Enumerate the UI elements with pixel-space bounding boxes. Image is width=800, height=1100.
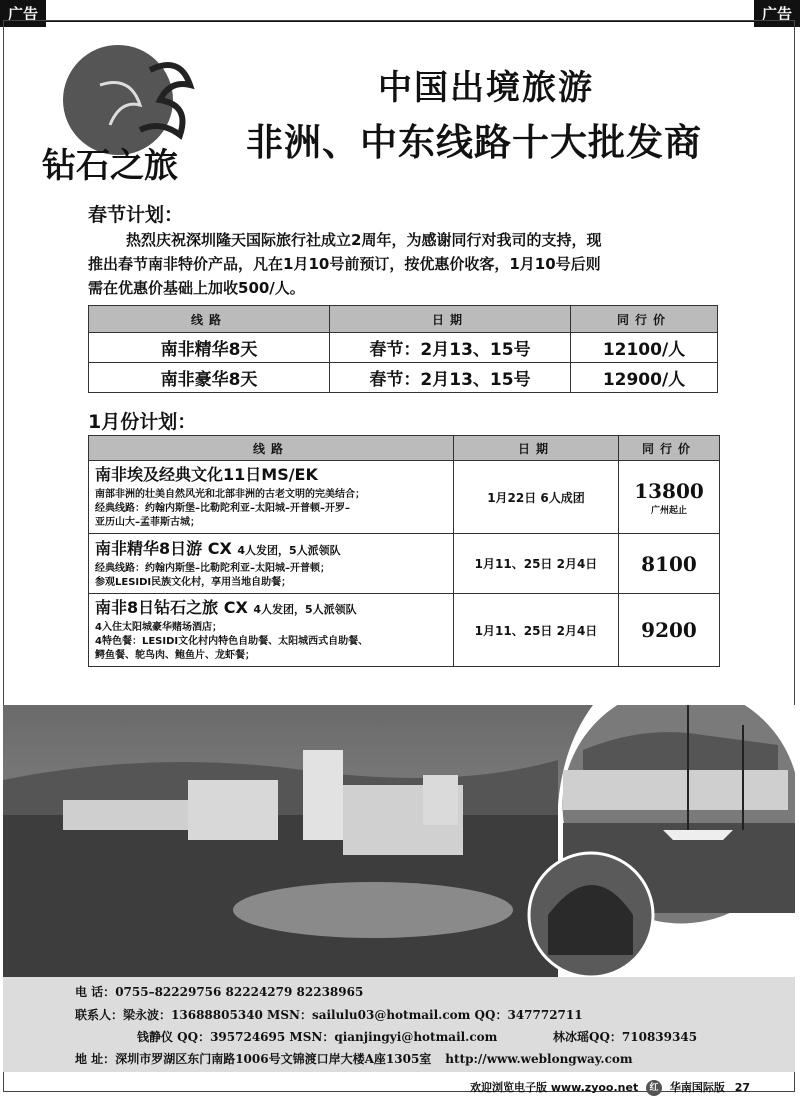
- january-title: 1月份计划：: [88, 411, 197, 433]
- spring-paragraph: [88, 228, 748, 300]
- contact-person-3: 林冰瑶QQ：710839345: [553, 1030, 698, 1044]
- spring-text-3: 需在优惠价基础上加收500/人。: [88, 279, 305, 297]
- route-sub: 4人发团，5人派领队: [237, 543, 341, 557]
- price-cell: 12900/人: [571, 363, 718, 393]
- spring-text-1: 热烈庆祝深圳隆天国际旅行社成立2周年，为感谢同行对我司的支持，现: [126, 231, 602, 249]
- route-cell: [89, 534, 454, 594]
- route-cell: 南非豪华8天: [89, 363, 330, 393]
- route-desc: 参观LESIDI民族文化村，享用当地自助餐；: [95, 576, 292, 588]
- price-cell: 12100/人: [571, 333, 718, 363]
- price-value: 8100: [641, 551, 697, 576]
- table-row: [89, 594, 720, 667]
- table-row: [89, 534, 720, 594]
- date-cell: 春节：2月13、15号: [330, 333, 571, 363]
- col-date: 日期: [330, 306, 571, 333]
- route-desc: 4入住太阳城豪华赌场酒店；: [95, 622, 222, 633]
- publisher-logo-icon: 红: [646, 1080, 662, 1096]
- route-title: 南非8日钻石之旅 CX: [95, 598, 248, 617]
- headline-line2: 非洲、中东线路十大批发商: [246, 121, 702, 164]
- route-sub: 4人发团，5人派领队: [253, 603, 357, 616]
- col-route: 线路: [89, 306, 330, 333]
- table-row: [89, 333, 718, 363]
- ad-tag-left: 广告: [0, 0, 46, 27]
- route-desc: 经典线路：约翰内斯堡–比勒陀利亚–太阳城–开普顿；: [95, 562, 330, 574]
- date-cell: 1月11、25日 2月4日: [454, 594, 619, 667]
- page-number: 27: [734, 1081, 751, 1094]
- palace-tower: [303, 750, 343, 840]
- contact-person-1: 梁永波：13688805340 MSN：sailulu03@hotmail.com QQ：347772711: [123, 1008, 583, 1022]
- address: 深圳市罗湖区东门南路1006号文锦渡口岸大楼A座1305室: [115, 1052, 432, 1066]
- website-link[interactable]: http://www.weblongway.com: [445, 1052, 633, 1066]
- phone-label: 电 话：: [75, 985, 116, 999]
- route-cell: 南非精华8天: [89, 333, 330, 363]
- logo-circle: [63, 45, 173, 155]
- contact-panel: [3, 977, 795, 1072]
- january-table: [88, 435, 720, 667]
- price-cell: [619, 594, 720, 667]
- footer: [470, 1079, 750, 1096]
- logo-text: 钻石之旅: [42, 146, 178, 185]
- col-price: 同行价: [619, 436, 720, 461]
- route-desc: 南部非洲的壮美自然风光和北部非洲的古老文明的完美结合；: [95, 489, 365, 500]
- price-cell: [619, 461, 720, 534]
- footer-text: 欢迎浏览电子版 www.zyoo.net: [470, 1081, 639, 1094]
- price-cell: [619, 534, 720, 594]
- date-cell: 1月22日 6人成团: [454, 461, 619, 534]
- phone-numbers: 0755–82229756 82224279 82238965: [115, 985, 364, 999]
- col-route: 线路: [89, 436, 454, 461]
- route-title: 南非精华8日游 CX: [95, 538, 232, 558]
- diamond-tour-logo: [40, 45, 230, 185]
- headline-line1: 中国出境旅游: [378, 68, 594, 108]
- route-title: 南非埃及经典文化11日MS/EK: [95, 465, 318, 484]
- ad-tag-right: 广告: [754, 0, 800, 27]
- contact-label: 联系人：: [75, 1008, 124, 1022]
- table-row: [89, 363, 718, 393]
- date-cell: 春节：2月13、15号: [330, 363, 571, 393]
- route-desc: 经典线路：约翰内斯堡–比勒陀利亚–太阳城–开普顿–开罗–: [95, 503, 350, 514]
- spring-title: 春节计划：: [88, 204, 184, 226]
- col-date: 日期: [454, 436, 619, 461]
- route-desc: 亚历山大–孟菲斯古城；: [95, 517, 200, 528]
- route-cell: [89, 461, 454, 534]
- spring-table: [88, 305, 718, 393]
- address-label: 地 址：: [75, 1052, 116, 1066]
- contact-person-2: 钱静仪 QQ：395724695 MSN：qianjingyi@hotmail.com: [137, 1030, 498, 1044]
- price-note: 广州起止: [650, 505, 687, 516]
- table-row: [89, 461, 720, 534]
- route-desc: 鳄鱼餐、鸵鸟肉、鲍鱼片、龙虾餐；: [95, 650, 255, 661]
- price-value: 9200: [641, 618, 697, 642]
- col-price: 同行价: [571, 306, 718, 333]
- route-desc: 4特色餐：LESIDI文化村内特色自助餐、太阳城西式自助餐、: [95, 636, 369, 647]
- photo-collage: [3, 705, 795, 977]
- route-cell: [89, 594, 454, 667]
- date-cell: 1月11、25日 2月4日: [454, 534, 619, 594]
- spring-text-2: 推出春节南非特价产品，凡在1月10号前预订，按优惠价收客，1月10号后则: [88, 255, 601, 273]
- price-value: 13800: [634, 478, 704, 503]
- publication-name: 华南国际版: [669, 1081, 725, 1094]
